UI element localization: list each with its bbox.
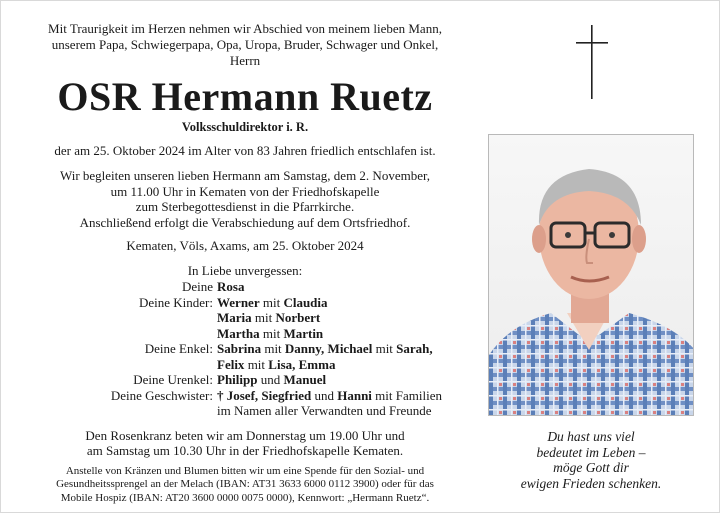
relative-name: Philipp (217, 372, 258, 387)
relatives-list (15, 279, 475, 419)
relative-name: Danny, Michael (284, 341, 373, 356)
death-notice: der am 25. Oktober 2024 im Alter von 83 Jahren friedlich entschlafen ist. (54, 143, 436, 158)
relative-connector: und (260, 372, 281, 387)
quote-line: bedeutet im Leben – (536, 444, 646, 460)
rosary-line: Den Rosenkranz beten wir am Donnerstag um 19.00 Uhr und (85, 427, 405, 443)
relative-connector: mit (262, 325, 281, 341)
place-date: Kematen, Völs, Axams, am 25. Oktober 2024 (126, 238, 364, 253)
funeral-line: Anschließend erfolgt die Verabschiedung auf dem Ortsfriedhof. (79, 214, 411, 230)
rosary-info (15, 428, 475, 459)
relative-connector: mit (264, 341, 282, 356)
quote-line: ewigen Frieden schenken. (520, 475, 662, 491)
relative-label: Deine Urenkel: (133, 372, 213, 387)
obituary-text (15, 21, 475, 505)
relative-connector: mit (262, 294, 281, 310)
relative-name: Manuel (283, 372, 327, 387)
relative-name: Werner (217, 294, 260, 310)
relative-name: Claudia (283, 294, 328, 310)
relatives-footer: im Namen aller Verwandten und Freunde (217, 403, 432, 418)
relative-name: Norbert (275, 310, 321, 325)
donation-line: Mobile Hospiz (IBAN: AT20 3600 0000 0075 0000), Kennwort: „Hermann Ruetz“. (60, 491, 430, 504)
intro-line: Mit Traurigkeit im Herzen nehmen wir Abschied von meinem lieben Mann, (48, 21, 442, 36)
relative-name: Hanni (337, 387, 372, 403)
relative-name: Felix (217, 356, 245, 372)
quote-line: möge Gott dir (553, 460, 629, 475)
relative-label: Deine Enkel: (144, 341, 213, 356)
relative-connector: mit (254, 310, 273, 325)
relative-name: Sarah, (396, 341, 433, 356)
funeral-line: zum Sterbegottesdienst in die Pfarrkirche. (135, 199, 355, 214)
quote-line: Du hast uns viel (547, 429, 635, 444)
funeral-line: Wir begleiten unseren lieben Hermann am Samstag, dem 2. November, (59, 168, 431, 183)
relative-connector: mit Familien (375, 387, 442, 403)
deceased-title: Volksschuldirektor i. R. (181, 120, 309, 134)
intro-line: Herrn (229, 53, 261, 68)
portrait-photo (488, 134, 694, 416)
relative-connector: mit (247, 356, 266, 372)
donation-notice (15, 465, 475, 506)
relative-row-children (15, 295, 475, 342)
funeral-line: um 11.00 Uhr in Kematen von der Friedhofskapelle (110, 183, 380, 199)
relative-label: Deine (181, 279, 213, 294)
relative-label: Deine Geschwister: (110, 387, 213, 403)
relative-row-great-grandchildren (15, 372, 475, 388)
relative-connector: mit (375, 341, 393, 356)
relative-name: Sabrina (217, 341, 262, 356)
portrait-illustration (489, 135, 694, 416)
relative-name: Lisa, Emma (268, 356, 336, 372)
relative-row-grandchildren (15, 341, 475, 372)
rosary-line: am Samstag um 10.30 Uhr in der Friedhofskapelle Kematen. (86, 443, 404, 458)
relative-name: Rosa (217, 279, 245, 294)
cross-icon (575, 25, 609, 99)
relative-row-siblings (15, 388, 475, 404)
memory-heading: In Liebe unvergessen: (187, 263, 303, 278)
intro-text (15, 21, 475, 69)
relative-name: Martha (217, 325, 260, 341)
memorial-quote (488, 429, 694, 491)
relative-name: Maria (217, 310, 252, 325)
donation-line: Gesundheitssprengel an der Melach (IBAN: AT31 3633 6000 0112 3900) oder für das (56, 478, 434, 490)
donation-line: Anstelle von Kränzen und Blumen bitten wir um eine Spende für den Sozial- und (65, 464, 425, 477)
relative-name: Martin (283, 325, 324, 341)
intro-line: unserem Papa, Schwiegerpapa, Opa, Uropa, Bruder, Schwager und Onkel, (51, 37, 439, 52)
relative-row-wife (15, 279, 475, 295)
relative-name: † Josef, Siegfried (217, 387, 312, 403)
relative-label: Deine Kinder: (138, 294, 213, 310)
relative-connector: und (314, 387, 334, 403)
funeral-details (15, 168, 475, 230)
deceased-name: OSR Hermann Ruetz (57, 74, 433, 119)
